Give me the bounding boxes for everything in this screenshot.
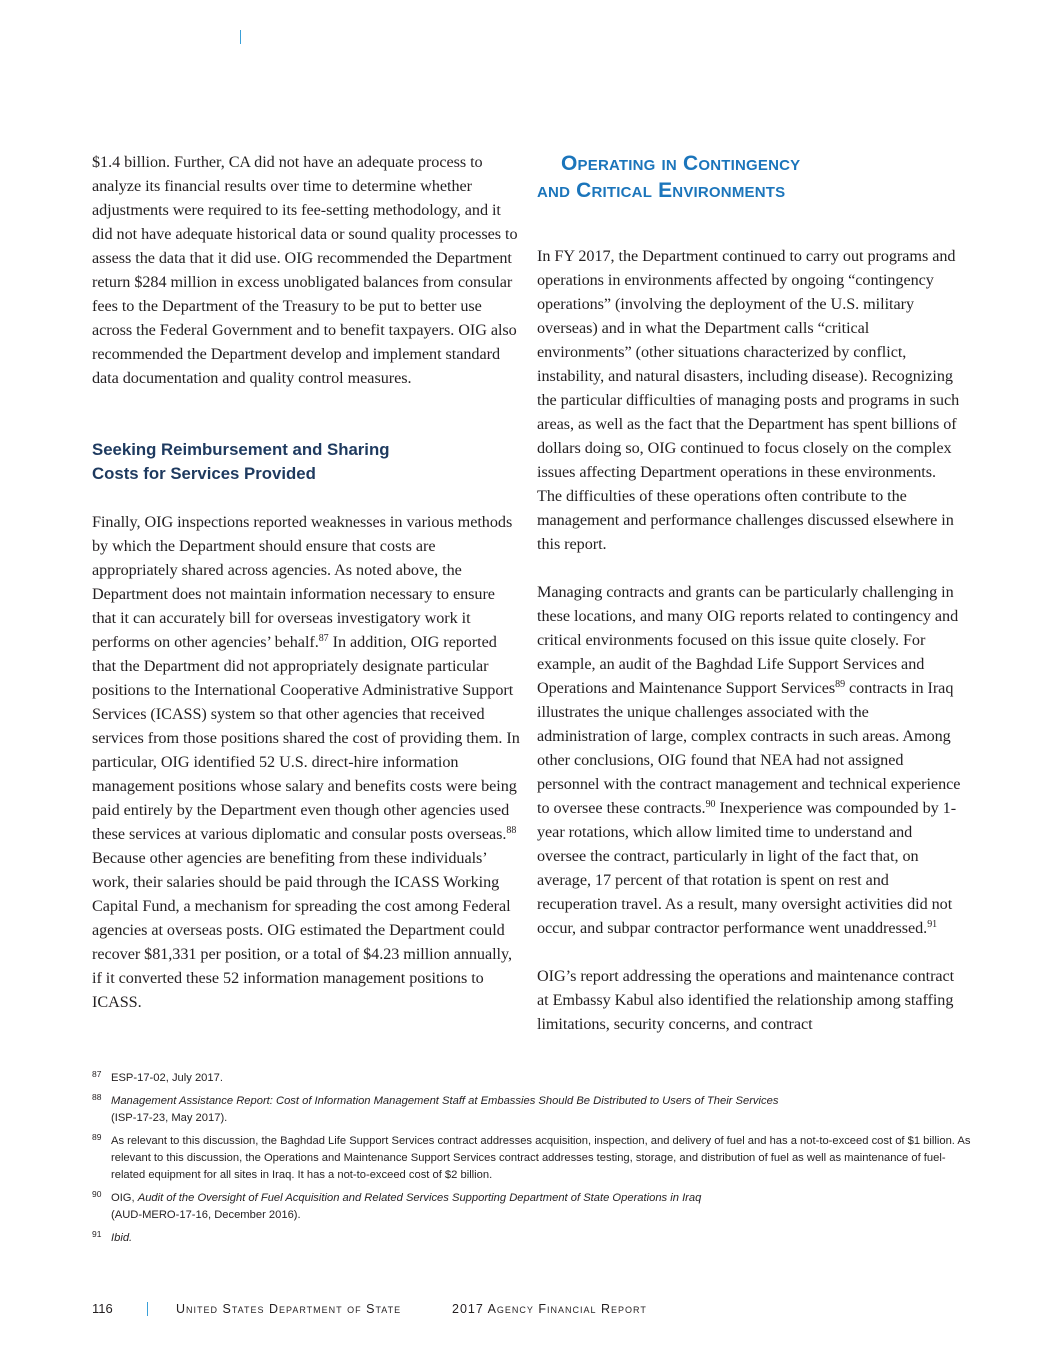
subheading-line-1: Seeking Reimbursement and Sharing	[92, 440, 390, 459]
footnote-number: 87	[92, 1069, 102, 1079]
footnote-number: 88	[92, 1092, 102, 1102]
section-title-line-1: Operating in Contingency	[561, 152, 801, 175]
footnote-number: 91	[92, 1229, 102, 1239]
paragraph-text: Finally, OIG inspections reported weaknesses in various methods by which the Department should ensure that costs are appropriately shared across agencies. As noted above, the Department does not maintain information necessary to ensure that it can accurately bill for overseas investigatory work it performs on other agencies’ behalf.	[92, 513, 513, 651]
paragraph-text: Because other agencies are benefiting from these individuals’ work, their salaries should be paid through the ICASS Working Capital Fund, a mechanism for spreading the cost among Federal agencies at overseas posts. OIG estimated the Department could recover $81,331 per position, or a total of $4.23 million annually, if it converted these 52 information management positions to ICASS.	[92, 849, 512, 1011]
footnote-reference: (AUD-MERO-17-16, December 2016).	[111, 1209, 301, 1221]
footnote-text: ESP-17-02, July 2017.	[111, 1072, 223, 1084]
footnote-ref-90[interactable]: 90	[705, 799, 716, 810]
section-title-line-2: and Critical Environments	[537, 179, 786, 202]
footnote-91	[92, 1230, 972, 1247]
body-paragraph: OIG’s report addressing the operations and maintenance contract at Embassy Kabul also identified the relationship among staffing limitations, security concerns, and contract	[537, 967, 955, 1033]
body-paragraph: $1.4 billion. Further, CA did not have an adequate process to analyze its financial results over time to determine whether adjustments were required to its fee-setting methodology, and it did not have adequate historical data or sound quality processes to assess the data that it did use. OIG recommended the Department return $284 million in excess unobligated balances from consular fees to the Department of the Treasury to be put to better use across the Federal Government and to benefit taxpayers. OIG also recommended the Department develop and implement standard data documentation and quality control measures.	[92, 153, 518, 387]
footnote-88	[92, 1093, 972, 1127]
body-paragraph	[537, 580, 962, 940]
footnote-ref-87[interactable]: 87	[318, 633, 329, 644]
body-paragraph	[92, 510, 520, 1014]
footnote-prefix: OIG,	[111, 1192, 138, 1204]
paragraph-text: Managing contracts and grants can be particularly challenging in these locations, and many OIG reports related to contingency and critical environments focused on this issue quite closely. For example, an audit of the Baghdad Life Support Services and Operations and Maintenance Support Services	[537, 583, 959, 697]
footnote-ref-88[interactable]: 88	[506, 825, 517, 836]
footnote-reference: (ISP-17-23, May 2017).	[111, 1112, 228, 1124]
subheading-line-2: Costs for Services Provided	[92, 464, 316, 483]
footnote-ref-89[interactable]: 89	[835, 679, 846, 690]
footnote-89	[92, 1133, 972, 1184]
paragraph-text: In addition, OIG reported that the Department did not appropriately designate particular positions to the International Cooperative Administrative Support Services (ICASS) system so that other agencies that received services from those positions shared the cost of providing them. In particular, OIG identified 52 U.S. direct-hire information management positions whose salary and benefits costs were being paid entirely by the Department even though other agencies used these services at various diplomatic and consular posts overseas.	[92, 633, 520, 843]
footnote-source-title: Audit of the Oversight of Fuel Acquisition and Related Services Supporting Department of State Operations in Iraq	[137, 1192, 702, 1204]
footnote-text: As relevant to this discussion, the Baghdad Life Support Services contract addresses acquisition, inspection, and delivery of fuel and has a not-to-exceed cost of $1 billion. As relevant to this discussion, the Operations and Maintenance Support Services contract addresses testing, storage, and distribution of fuel as well as maintenance of fuel-related equipment for all sites in Iraq. It has a not-to-exceed cost of $2 billion.	[111, 1135, 971, 1181]
footnote-text: Ibid.	[111, 1232, 133, 1244]
paragraph-text: contracts in Iraq illustrates the unique challenges associated with the administration of large, complex contracts in such areas. Among other conclusions, OIG found that NEA had not assigned personnel with the contract management and technical experience to oversee these contracts.	[537, 679, 961, 817]
footnote-ref-91[interactable]: 91	[927, 919, 938, 930]
paragraph-text: Inexperience was compounded by 1-year rotations, which allow limited time to understand and oversee the contract, particularly in light of the fact that, on average, 17 percent of that rotation is spent on rest and recuperation travel. As a result, many oversight activities did not occur, and subpar contractor performance went unaddressed.	[537, 799, 957, 937]
footnote-number: 89	[92, 1132, 102, 1142]
header-rule	[240, 30, 241, 44]
footnote-87	[92, 1070, 972, 1087]
left-column	[92, 150, 520, 1014]
footnotes	[92, 1070, 972, 1253]
footnote-number: 90	[92, 1189, 102, 1199]
page-number: 116	[92, 1301, 113, 1316]
section-title	[537, 150, 962, 204]
right-column	[537, 150, 962, 1036]
footer-department: United States Department of State	[176, 1302, 402, 1316]
section-subheading	[92, 438, 520, 486]
footer-report-title: 2017 Agency Financial Report	[452, 1302, 647, 1316]
footnote-source-title: Management Assistance Report: Cost of Information Management Staff at Embassies Should Be Distributed to Users of Their Services	[111, 1095, 779, 1107]
footnote-90	[92, 1190, 972, 1224]
footer-separator	[147, 1302, 148, 1316]
body-paragraph: In FY 2017, the Department continued to carry out programs and operations in environments affected by ongoing “contingency operations” (involving the deployment of the U.S. military overseas) and in what the Department calls “critical environments” (other situations characterized by conflict, instability, and natural disasters, including disease). Recognizing the particular difficulties of managing posts and programs in such areas, as well as the fact that the Department has spent billions of dollars doing so, OIG continued to focus closely on the complex issues affecting Department operations in these environments. The difficulties of these operations often contribute to the management and performance challenges discussed elsewhere in this report.	[537, 247, 960, 553]
